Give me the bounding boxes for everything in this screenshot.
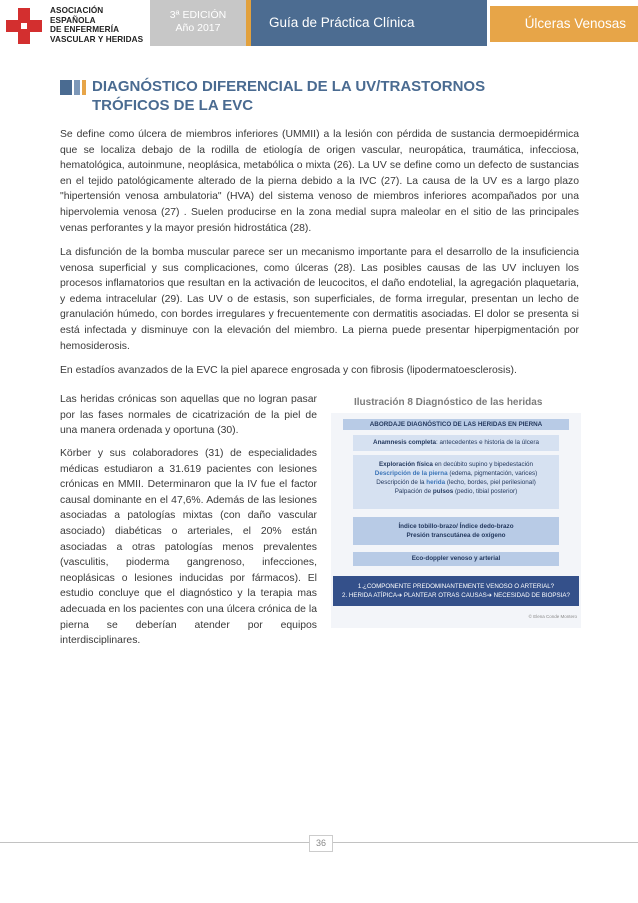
anamnesis-text: : antecedentes e historia de la úlcera <box>436 439 539 446</box>
indices-box <box>353 517 559 545</box>
figure-header: ABORDAJE DIAGNÓSTICO DE LAS HERIDAS EN PIERNA <box>343 419 569 430</box>
exploracion-box <box>353 455 559 509</box>
association-logo <box>0 0 150 50</box>
logo-line: ASOCIACIÓN <box>50 6 104 15</box>
paragraph-4: Las heridas crónicas son aquellas que no logran pasar por las fases normales de cicatrización de la piel de una manera ordenada y oportuna (30). <box>60 394 317 437</box>
figure-credit: © Elena Conde Montero <box>528 614 577 619</box>
section-title-line: TRÓFICOS DE LA EVC <box>92 97 254 114</box>
guide-title: Guía de Práctica Clínica <box>251 0 487 46</box>
diagnostic-figure <box>331 413 581 628</box>
footer-line-right <box>333 842 638 843</box>
edition-box <box>150 0 246 46</box>
logo-line: DE ENFERMERÍA <box>50 25 120 35</box>
figure-caption: Ilustración 8 Diagnóstico de las heridas <box>354 397 543 408</box>
edition-label: 3ª EDICIÓN <box>169 9 227 21</box>
anamnesis-bold: Anamnesis completa <box>373 439 437 446</box>
indice-line: Índice tobillo-brazo/ Índice dedo-brazo <box>398 523 514 530</box>
eco-box: Eco-doppler venoso y arterial <box>353 552 559 566</box>
exploracion-line: Exploración física en decúbito supino y bipedestación <box>378 461 534 468</box>
anamnesis-box <box>353 435 559 451</box>
question-2: 2. HERIDA ATÍPICA➔ PLANTEAR OTRAS CAUSAS➔ NECESIDAD DE BIOPSIA? <box>342 592 570 599</box>
red-cross-icon <box>6 8 42 44</box>
section-title <box>92 77 592 115</box>
question-1: 1.¿COMPONENTE PREDOMINANTEMENTE VENOSO O ARTERIAL? <box>357 583 555 590</box>
section-title-bars-icon <box>60 80 86 95</box>
year-label: Año 2017 <box>175 22 221 34</box>
page-number: 36 <box>309 835 333 852</box>
paragraph-1: Se define como úlcera de miembros inferiores (UMMII) a la lesión con pérdida de sustancia dermoepidérmica que se localiza debajo de la rodilla de etiología de origen vascular, neuropática, traumática, infecciosa, hematológica, autoinmune, neoplásica, metabólica o mixta (26). La UV se define como un defecto de sustancias en el tejido patológicamente alterado de la pierna debido a la IVC (27). La causa de la UV es a largo plazo "hipertensión venosa ambulatoria" (HVA) del sistema venoso de miembros inferiores acompañados por una hipervolemia venosa (27) . Suelen producirse en la zona medial supra maleolar en el sitio de las principales venas perforantes y la mayor presión hidrostática (28). <box>60 129 579 234</box>
logo-text <box>50 6 143 44</box>
section-title-line: DIAGNÓSTICO DIFERENCIAL DE LA UV/TRASTORNOS <box>92 78 486 95</box>
logo-line: VASCULAR Y HERIDAS <box>50 34 144 44</box>
presion-line: Presión transcutánea de oxígeno <box>406 532 506 539</box>
paragraph-3: En estadíos avanzados de la EVC la piel aparece engrosada y con fibrosis (lipodermatoesclerosis). <box>60 365 517 376</box>
pulsos-line: Palpación de pulsos (pedio, tibial posterior) <box>394 488 518 495</box>
paragraph-2: La disfunción de la bomba muscular parece ser un mecanismo importante para el desarrollo de la insuficiencia venosa superficial y sus complicaciones, como úlceras (28). Las posibles causas de las UV incluyen los procesos inflamatorios que resultan en la activación de leucocitos, el daño endotelial, la agregación plaquetaria, y edema intracelular (29). Las UV o de estasis, son superficiales, de forma irregular, presentan un lecho de granulación húmedo, con bordes irregulares y frecuentemente con dermatitis asociadas. El dolor se presenta si está infectada y disminuye con la elevación del miembro. La pierna puede presentar hiperpigmentación por hemosiderosis. <box>60 247 579 352</box>
topic-title: Úlceras Venosas <box>490 6 638 42</box>
descripcion-pierna-line: Descripción de la pierna (edema, pigmentación, varices) <box>374 470 538 477</box>
descripcion-herida-line: Descripción de la herida (lecho, bordes, piel perilesional) <box>376 479 536 486</box>
logo-line: ESPAÑOLA <box>50 15 96 25</box>
questions-box <box>333 576 579 606</box>
page-header <box>0 0 638 50</box>
footer-line-left <box>0 842 309 843</box>
paragraph-5: Körber y sus colaboradores (31) de especialidades médicas estudiaron a 31.619 pacientes con lesiones crónicas en MMII. Determinaron que la IV fue el factor causal dominante en el 47,6%. Además de las lesiones asociadas a patologías mixtas (con daño vascular asociado) diabéticas o arteriales, el 20% están asociadas a otras patologías menos prevalentes (vasculitis, pioderma gangrenoso, infecciones, neoplásicas o lesiones inducidas por fármacos). El estudio concluye que el diagnóstico y la terapia mas adecuada en los pacientes con una úlcera crónica de la pierna se deberían atender por equipos interdisciplinares. <box>60 448 317 647</box>
